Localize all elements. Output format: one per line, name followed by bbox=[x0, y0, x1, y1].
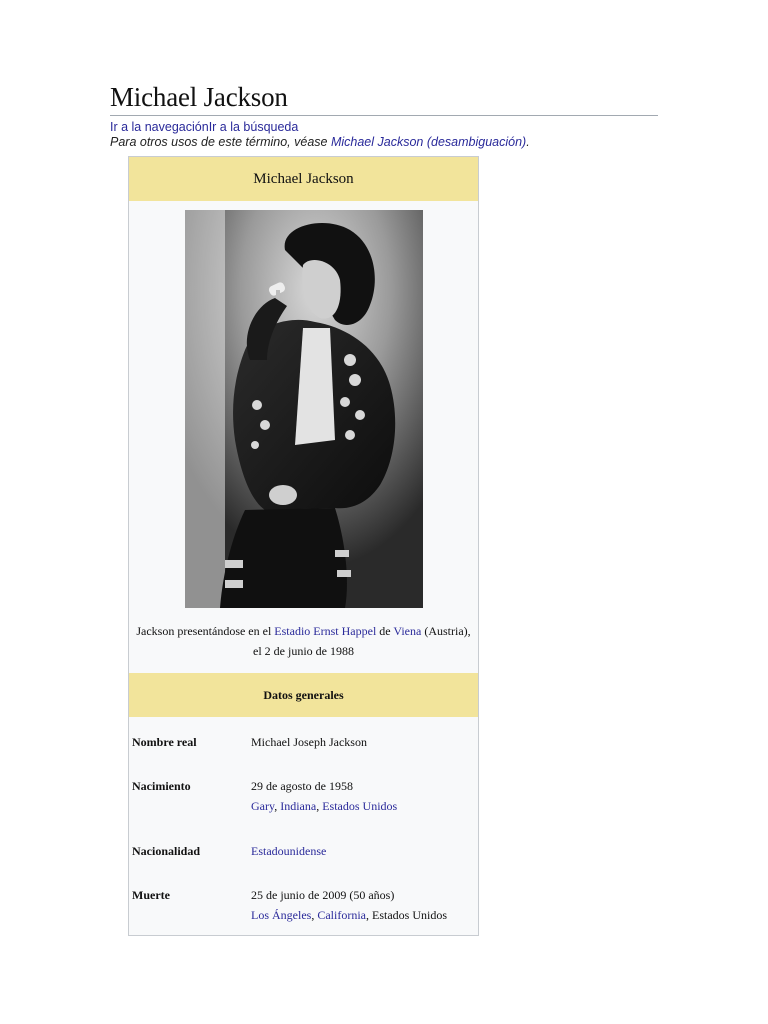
separator: , bbox=[311, 908, 318, 922]
title-divider bbox=[110, 115, 658, 116]
infobox-caption bbox=[129, 621, 478, 661]
disambiguation-link[interactable]: Michael Jackson (desambiguación) bbox=[330, 135, 527, 149]
caption-text: Jackson presentándose en el bbox=[136, 624, 275, 638]
country-text: Estados Unidos bbox=[371, 908, 447, 922]
jump-links bbox=[110, 120, 298, 134]
caption-link-stadium[interactable]: Estadio Ernst Happel bbox=[274, 624, 377, 638]
row-label: Nacimiento bbox=[132, 779, 191, 793]
jump-to-search-link[interactable]: Ir a la búsqueda bbox=[208, 120, 299, 134]
row-value bbox=[251, 885, 447, 925]
row-value: Michael Joseph Jackson bbox=[251, 735, 367, 749]
separator: , bbox=[274, 799, 281, 813]
hatnote bbox=[110, 135, 530, 149]
link-indiana[interactable]: Indiana bbox=[280, 799, 317, 813]
section-header-datos-generales: Datos generales bbox=[129, 673, 478, 717]
row-label: Nombre real bbox=[132, 735, 197, 749]
hatnote-end: . bbox=[526, 135, 530, 149]
infobox-photo[interactable] bbox=[185, 210, 423, 608]
separator: , bbox=[365, 908, 372, 922]
death-date: 25 de junio de 2009 (50 años) bbox=[251, 888, 395, 902]
page-title: Michael Jackson bbox=[110, 82, 288, 112]
row-label: Nacionalidad bbox=[132, 844, 201, 858]
caption-date: el 2 de junio de 1988 bbox=[253, 644, 354, 658]
caption-text: de bbox=[376, 624, 394, 638]
jump-to-navigation-link[interactable]: Ir a la navegación bbox=[110, 120, 209, 134]
infobox-title: Michael Jackson bbox=[129, 157, 478, 201]
link-los-angeles[interactable]: Los Ángeles bbox=[251, 908, 312, 922]
link-california[interactable]: California bbox=[317, 908, 366, 922]
row-value bbox=[251, 776, 397, 816]
link-estadounidense[interactable]: Estadounidense bbox=[251, 844, 327, 858]
hatnote-text: Para otros usos de este término, véase bbox=[110, 135, 331, 149]
link-gary[interactable]: Gary bbox=[251, 799, 275, 813]
link-estados-unidos[interactable]: Estados Unidos bbox=[322, 799, 398, 813]
separator: , bbox=[316, 799, 323, 813]
birth-date: 29 de agosto de 1958 bbox=[251, 779, 353, 793]
row-label: Muerte bbox=[132, 888, 170, 902]
infobox bbox=[128, 156, 479, 936]
caption-link-vienna[interactable]: Viena bbox=[393, 624, 422, 638]
caption-text: (Austria), bbox=[421, 624, 471, 638]
